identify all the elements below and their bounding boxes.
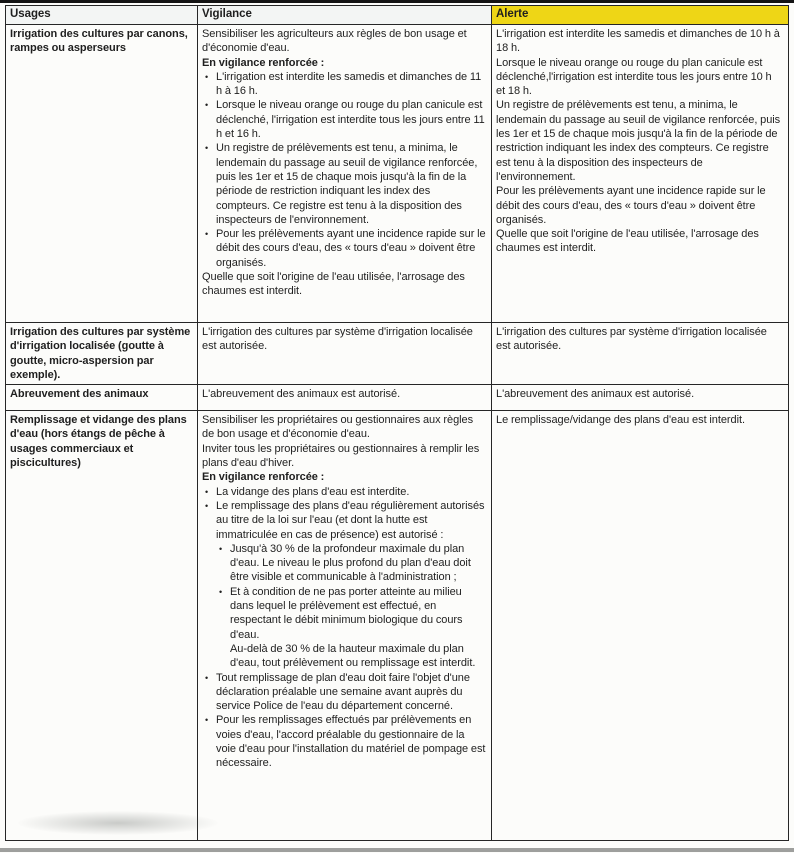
paragraph: Inviter tous les propriétaires ou gestionnaires à remplir les plans d'eau d'hiver.	[202, 442, 480, 470]
bullet-item: • Le remplissage des plans d'eau régulièrement autorisés au titre de la loi sur l'eau (et dont la hutte est immatriculée en cas de présence) est autorisé :	[202, 499, 486, 542]
water-restrictions-table	[5, 5, 789, 841]
paragraph: Le remplissage/vidange des plans d'eau est interdit.	[496, 414, 746, 427]
bullet-item: • Tout remplissage de plan d'eau doit faire l'objet d'une déclaration préalable une semaine avant auprès du service Police de l'eau du département concerné.	[202, 671, 486, 714]
paragraph: Pour les prélèvements ayant une incidence rapide sur le débit des cours d'eau, des « tours d'eau » doivent être organisés.	[496, 185, 766, 226]
cell-alerte-irrigation-canons	[492, 25, 789, 323]
paragraph: Sensibiliser les agriculteurs aux règles de bon usage et d'économie d'eau.	[202, 28, 467, 55]
paragraph: L'abreuvement des animaux est autorisé.	[496, 388, 695, 401]
scan-bottom-edge	[0, 848, 794, 852]
bullet-item: • La vidange des plans d'eau est interdite.	[202, 485, 486, 499]
paragraph: Sensibiliser les propriétaires ou gestionnaires aux règles de bon usage et d'économie d'eau.	[202, 414, 474, 441]
header-vigilance: Vigilance	[198, 6, 492, 25]
bullet-continuation: Au-delà de 30 % de la hauteur maximale du plan d'eau, tout prélèvement ou remplissage est interdit.	[230, 642, 476, 670]
sub-bullet-item: • Jusqu'à 30 % de la profondeur maximale du plan d'eau. Le niveau le plus profond du plan d'eau doit être visible et communicable à l'administration ;	[216, 542, 486, 585]
scan-smudge-artifact	[18, 811, 218, 835]
paragraph: Lorsque le niveau orange ou rouge du plan canicule est déclenché,l'irrigation est interdite tous les jours entre 10 h et 18 h.	[496, 56, 772, 98]
scan-top-edge	[0, 0, 794, 3]
vigilance-renforcee-heading: En vigilance renforcée :	[202, 471, 325, 484]
cell-vigilance-remplissage	[198, 411, 492, 841]
vigilance-renforcee-heading: En vigilance renforcée :	[202, 56, 325, 69]
cell-usage-irrigation-canons: Irrigation des cultures par canons, rampes ou asperseurs	[6, 25, 198, 323]
cell-alerte-abreuvement	[492, 385, 789, 411]
bullet-item: • Pour les prélèvements ayant une incidence rapide sur le débit des cours d'eau, des « tours d'eau » doivent être organisés.	[202, 227, 486, 270]
table-header-row	[6, 6, 789, 25]
cell-usage-abreuvement: Abreuvement des animaux	[6, 385, 198, 411]
bullet-item: • Un registre de prélèvements est tenu, a minima, le lendemain du passage au seuil de vigilance renforcée, puis les 1er et 15 de chaque mois jusqu'à la fin de la période de restriction indiquant les index des compteurs. Ce registre est tenu à la disposition des inspecteurs de l'environnement.	[202, 141, 486, 227]
cell-usage-remplissage: Remplissage et vidange des plans d'eau (hors étangs de pêche à usages commerciaux et piscicultures)	[6, 411, 198, 841]
cell-alerte-irrigation-localisee	[492, 323, 789, 385]
paragraph: Un registre de prélèvements est tenu, a minima, le lendemain du passage au seuil de vigilance renforcée, puis les 1er et 15 de chaque mois jusqu'à la fin de la période de restriction indiquant les index des compteurs. Ce registre est tenu à la disposition des inspecteurs de l'environnement.	[496, 99, 781, 183]
paragraph: L'irrigation des cultures par système d'irrigation localisée est autorisée.	[496, 326, 767, 353]
table-row	[6, 411, 789, 841]
bullet-item: • Lorsque le niveau orange ou rouge du plan canicule est déclenché, l'irrigation est interdite tous les jours entre 11 h et 16 h.	[202, 98, 486, 141]
table-row	[6, 25, 789, 323]
header-usages: Usages	[6, 6, 198, 25]
header-alerte: Alerte	[492, 6, 789, 25]
bullet-item: • Pour les remplissages effectués par prélèvements en voies d'eau, l'accord préalable du gestionnaire de la voie d'eau pour l'installation du matériel de pompage est nécessaire.	[202, 713, 486, 770]
cell-vigilance-irrigation-localisee	[198, 323, 492, 385]
paragraph: L'abreuvement des animaux est autorisé.	[202, 388, 401, 401]
paragraph: L'irrigation est interdite les samedis et dimanches de 10 h à 18 h.	[496, 28, 780, 55]
paragraph: L'irrigation des cultures par système d'irrigation localisée est autorisée.	[202, 326, 473, 353]
cell-alerte-remplissage	[492, 411, 789, 841]
cell-usage-irrigation-localisee: Irrigation des cultures par système d'irrigation localisée (goutte à goutte, micro-aspersion par exemple).	[6, 323, 198, 385]
cell-vigilance-abreuvement	[198, 385, 492, 411]
paragraph: Quelle que soit l'origine de l'eau utilisée, l'arrosage des chaumes est interdit.	[496, 228, 759, 255]
bullet-item: • L'irrigation est interdite les samedis et dimanches de 11 h à 16 h.	[202, 70, 486, 99]
table-row	[6, 385, 789, 411]
table-row	[6, 323, 789, 385]
sub-bullet-item: • Et à condition de ne pas porter atteinte au milieu dans lequel le prélèvement est effectué, en respectant le débit minimum biologique du cours d'eau.	[216, 585, 486, 642]
cell-vigilance-irrigation-canons	[198, 25, 492, 323]
paragraph: Quelle que soit l'origine de l'eau utilisée, l'arrosage des chaumes est interdit.	[202, 271, 465, 298]
